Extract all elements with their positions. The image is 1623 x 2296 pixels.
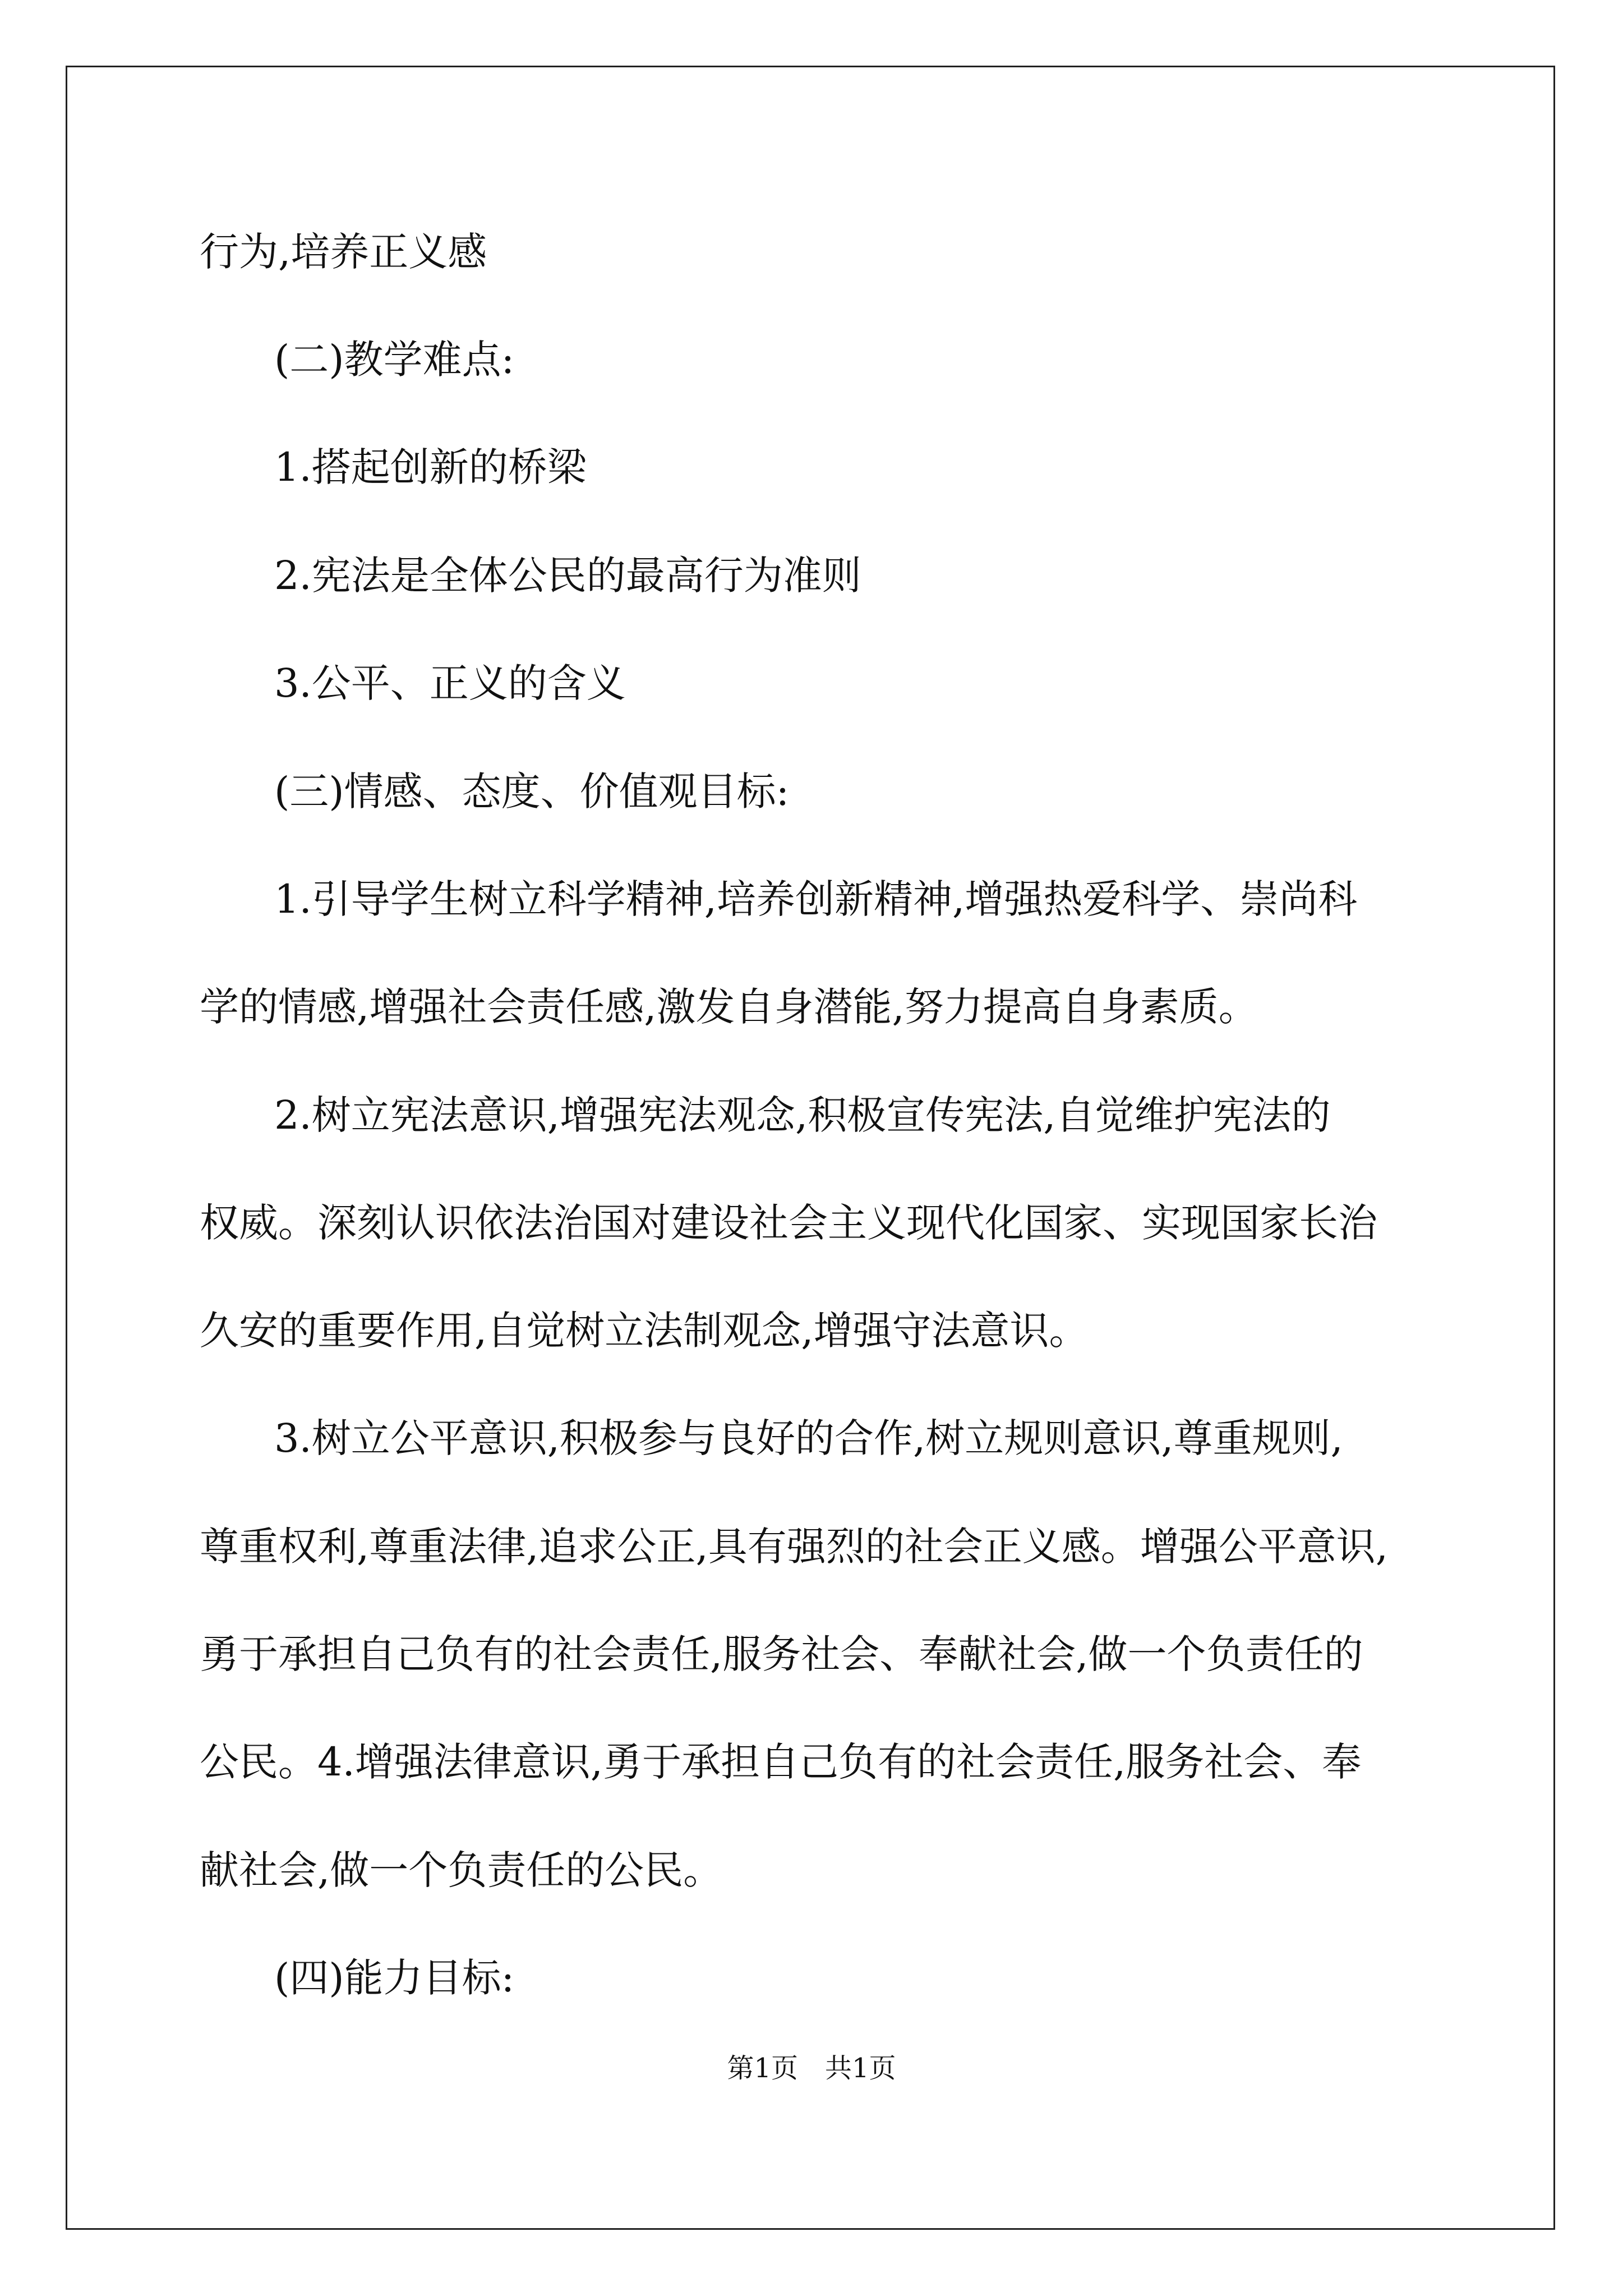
text-line: 权威。深刻认识依法治国对建设社会主义现代化国家、实现国家长治	[200, 1200, 1377, 1246]
text-line: 献社会,做一个负责任的公民。	[200, 1847, 723, 1893]
list-item: 1.搭起创新的桥梁	[274, 444, 587, 490]
text-line: 2.树立宪法意识,增强宪法观念,积极宣传宪法,自觉维护宪法的	[274, 1092, 1331, 1138]
text-line: 行为,培养正义感	[200, 229, 487, 275]
text-line: 勇于承担自己负有的社会责任,服务社会、奉献社会,做一个负责任的	[200, 1631, 1363, 1677]
heading-teaching-difficulties: (二)教学难点:	[274, 337, 515, 383]
page-number: 第1页 共1页	[727, 2053, 896, 2084]
list-item: 2.宪法是全体公民的最高行为准则	[274, 553, 861, 599]
text-line: 学的情感,增强社会责任感,激发自身潜能,努力提高自身素质。	[200, 984, 1258, 1030]
text-line: 3.树立公平意识,积极参与良好的合作,树立规则意识,尊重规则,	[274, 1415, 1343, 1461]
heading-ability-goals: (四)能力目标:	[274, 1955, 515, 2001]
heading-emotion-goals: (三)情感、态度、价值观目标:	[274, 769, 790, 815]
text-line: 尊重权利,尊重法律,追求公正,具有强烈的社会正义感。增强公平意识,	[200, 1524, 1389, 1570]
text-line: 公民。4.增强法律意识,勇于承担自己负有的社会责任,服务社会、奉	[200, 1739, 1362, 1785]
text-line: 久安的重要作用,自觉树立法制观念,增强守法意识。	[200, 1308, 1089, 1354]
text-line: 1.引导学生树立科学精神,培养创新精神,增强热爱科学、崇尚科	[274, 876, 1358, 922]
list-item: 3.公平、正义的含义	[274, 660, 626, 706]
